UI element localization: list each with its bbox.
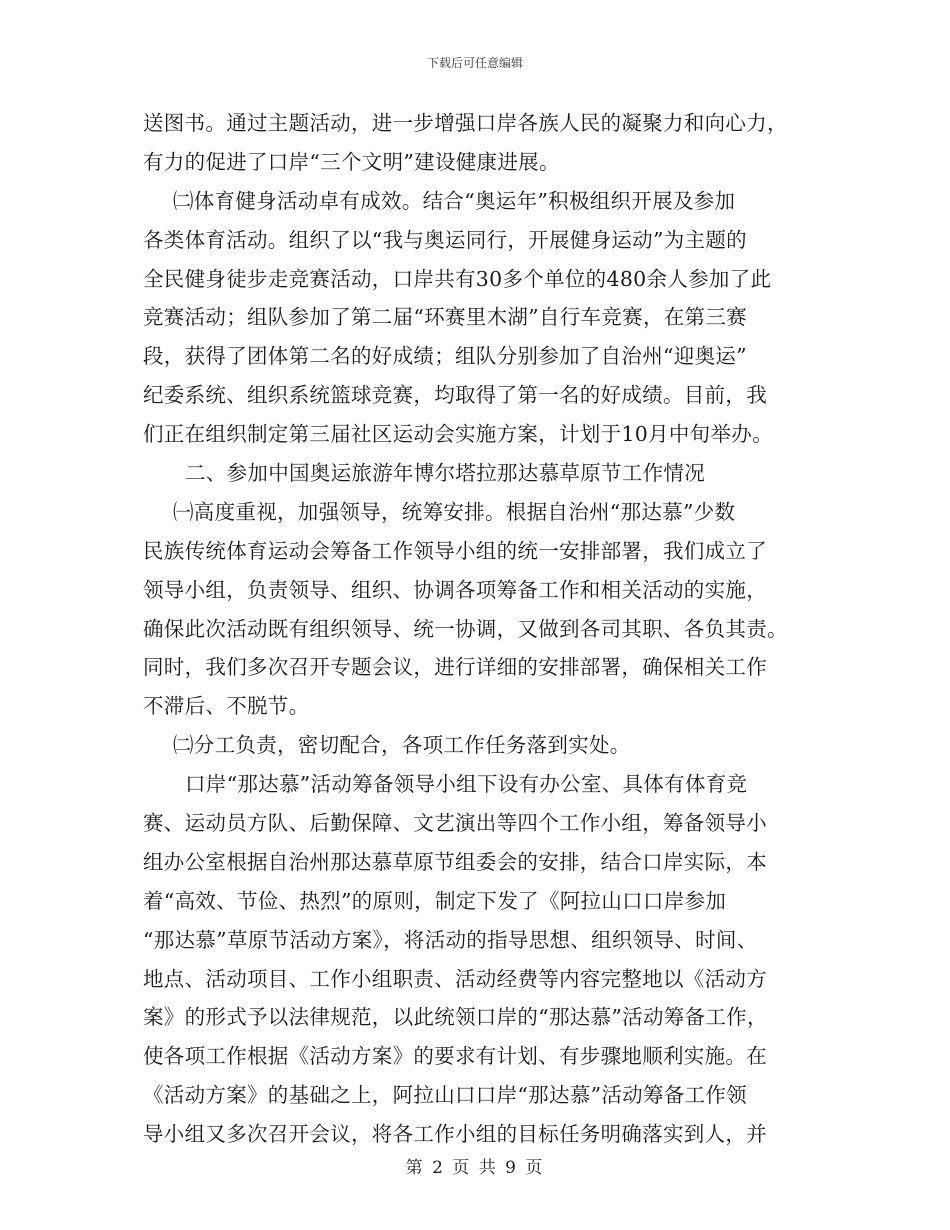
text-line: 竞赛活动；组队参加了第二届“环赛里木湖”自行车竞赛，在第三赛 [143,305,747,330]
section-heading: 二、参加中国奥运旅游年博尔塔拉那达慕草原节工作情况 [185,461,705,486]
text-line: 各类体育活动。组织了以“我与奥运同行，开展健身运动”为主题的 [143,227,747,252]
text-line: 组办公室根据自治州那达慕草原节组委会的安排，结合口岸实际，本 [143,849,767,874]
text-line: 领导小组，负责领导、组织、协调各项筹备工作和相关活动的实施， [143,577,767,602]
text-line: 赛、运动员方队、后勤保障、文艺演出等四个工作小组，筹备领导小 [143,811,767,836]
page-number: 第 2 页 共 9 页 [405,1158,545,1178]
text-line: 同时，我们多次召开专题会议，进行详细的安排部署，确保相关工作 [143,655,767,680]
text-line: 着“高效、节俭、热烈”的原则，制定下发了《阿拉山口口岸参加 [143,888,727,913]
text-line: 确保此次活动既有组织领导、统一协调，又做到各司其职、各负其责。 [143,616,788,641]
text-line: 民族传统体育运动会筹备工作领导小组的统一安排部署，我们成立了 [143,538,767,563]
text-line: 导小组又多次召开会议，将各工作小组的目标任务明确落实到人，并 [143,1122,767,1147]
paragraph-start: 口岸“那达慕”活动筹备领导小组下设有办公室、具体有体育竞 [185,772,748,797]
text-line: 使各项工作根据《活动方案》的要求有计划、有步骤地顺利实施。在 [143,1044,767,1069]
text-line: 案》的形式予以法律规范，以此统领口岸的“那达慕”活动筹备工作， [143,1005,768,1030]
body-text [143,104,808,1154]
text-line: 送图书。通过主题活动，进一步增强口岸各族人民的凝聚力和向心力， [143,111,788,135]
text-line: 全民健身徒步走竞赛活动，口岸共有30多个单位的480余人参加了此 [143,266,772,291]
text-line: 纪委系统、组织系统篮球竞赛，均取得了第一名的好成绩。目前，我 [143,383,767,408]
text-line: 们正在组织制定第三届社区运动会实施方案，计划于10月中旬举办。 [143,422,773,447]
text-line: 《活动方案》的基础之上，阿拉山口口岸“那达慕”活动筹备工作领 [143,1083,747,1108]
text-line: 地点、活动项目、工作小组职责、活动经费等内容完整地以《活动方 [143,966,767,991]
text-line: 段，获得了团体第二名的好成绩；组队分别参加了自治州“迎奥运” [143,344,747,369]
paragraph-start: ㈡体育健身活动卓有成效。结合“奥运年”积极组织开展及参加 [173,188,736,213]
page-header-note: 下载后可任意编辑 [426,56,523,70]
paragraph-start: ㈡分工负责，密切配合，各项工作任务落到实处。 [173,733,631,758]
text-line: 有力的促进了口岸“三个文明”建设健康进展。 [143,149,560,174]
text-line: 不滞后、不脱节。 [143,694,310,719]
paragraph-start: ㈠高度重视，加强领导，统筹安排。根据自治州“那达慕”少数 [173,499,736,524]
text-line: “那达慕”草原节活动方案》，将活动的指导思想、组织领导、时间、 [143,927,758,952]
